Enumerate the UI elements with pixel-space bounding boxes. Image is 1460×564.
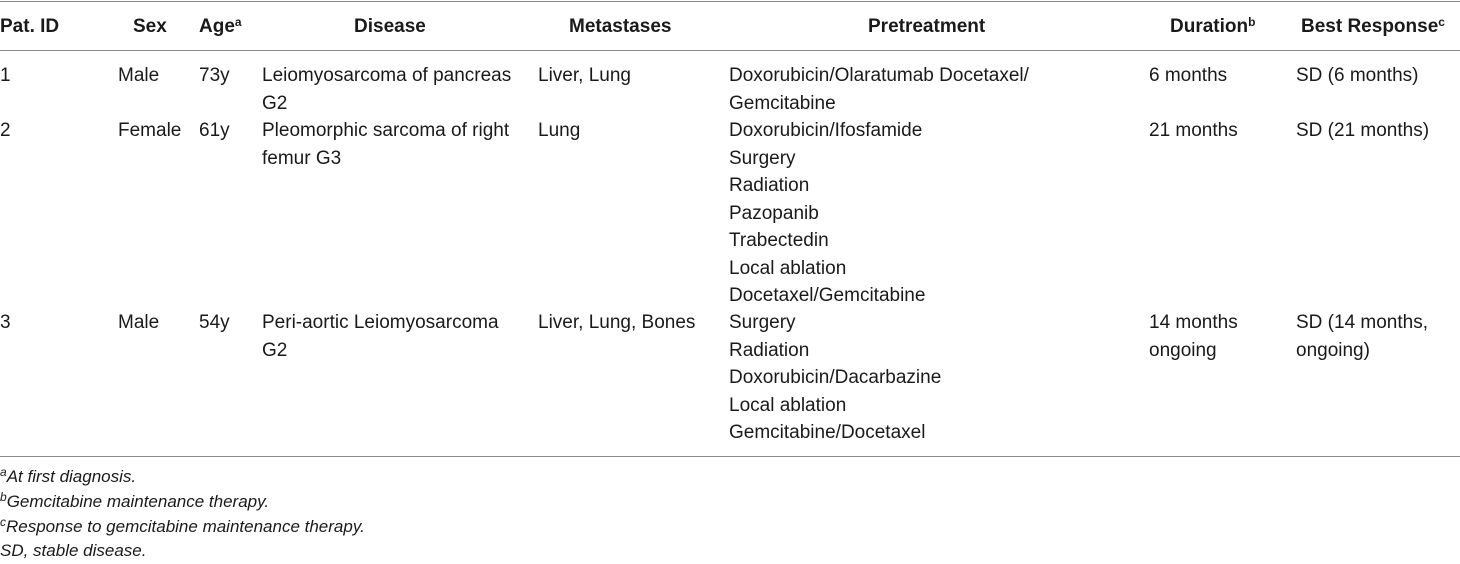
cell-metastases: Liver, Lung [538,65,631,86]
footnote-mark: b [0,490,7,504]
cell-pat-id: 1 [0,65,11,86]
cell-line: Local ablation [729,394,847,416]
cell-line: 21 months [1149,120,1238,141]
cell-line: Local ablation [729,257,847,279]
footnote [0,490,269,514]
cell-duration [1149,62,1227,90]
footnote-mark: c [0,515,6,529]
cell-line: Pazopanib [729,202,819,224]
cell-line: Doxorubicin/Ifosfamide [729,120,923,141]
footnote-text: At first diagnosis. [6,467,137,486]
cell-best-response [1296,117,1429,145]
header-metastases: Metastases [569,16,672,37]
header-pretreatment: Pretreatment [868,16,986,37]
cell-line: 6 months [1149,65,1228,86]
cell-line: Doxorubicin/Olaratumab Docetaxel/ [729,65,1029,86]
cell-sex: Male [118,65,160,86]
cell-metastases: Lung [538,120,581,141]
cell-age: 61y [199,120,230,141]
cell-pretreatment [729,62,1029,117]
header-age-footnote-mark: a [234,15,242,29]
header-pat-id: Pat. ID [0,16,60,37]
header-duration-footnote-mark: b [1248,15,1256,29]
cell-line: G2 [262,339,288,361]
cell-line: SD (21 months) [1296,120,1430,141]
cell-line: ongoing) [1296,339,1370,361]
cell-line: SD (14 months, [1296,312,1428,333]
footnote [0,539,146,563]
footnote [0,465,136,489]
cell-line: ongoing [1149,339,1217,361]
header-sex: Sex [133,16,167,37]
cell-line: Pleomorphic sarcoma of right [262,120,510,141]
cell-pretreatment [729,117,925,310]
cell-pat-id: 3 [0,312,11,333]
cell-disease [262,309,499,364]
cell-duration [1149,117,1238,145]
footnote-text: SD, stable disease. [0,541,147,560]
table-bottom-rule [0,456,1460,457]
cell-pat-id: 2 [0,120,11,141]
footnote-text: Response to gemcitabine maintenance therapy. [6,517,365,536]
cell-disease [262,117,509,172]
cell-metastases: Liver, Lung, Bones [538,312,696,333]
header-best-response [1301,15,1445,39]
cell-line: Gemcitabine [729,92,836,114]
table-header-rule [0,50,1460,51]
cell-sex: Male [118,312,160,333]
cell-age: 54y [199,312,230,333]
cell-line: Radiation [729,339,810,361]
cell-age: 73y [199,65,230,86]
header-disease: Disease [354,16,426,37]
footnote-text: Gemcitabine maintenance therapy. [6,492,270,511]
header-duration [1170,15,1255,39]
cell-best-response [1296,309,1428,364]
header-best-response-label: Best Response [1301,16,1439,37]
header-age [199,15,242,39]
cell-line: femur G3 [262,147,342,169]
cell-pretreatment [729,309,941,447]
cell-line: SD (6 months) [1296,65,1419,86]
cell-line: G2 [262,92,288,114]
cell-line: Surgery [729,312,796,333]
cell-line: 14 months [1149,312,1238,333]
footnote [0,515,365,539]
cell-duration [1149,309,1238,364]
cell-best-response [1296,62,1418,90]
header-duration-label: Duration [1170,16,1249,37]
header-age-label: Age [199,16,235,37]
cell-disease [262,62,511,117]
table-top-rule [0,1,1460,2]
cell-sex: Female [118,120,182,141]
cell-line: Doxorubicin/Dacarbazine [729,367,942,388]
cell-line: Docetaxel/Gemcitabine [729,285,926,306]
footnote-mark: a [0,465,7,479]
cell-line: Trabectedin [729,230,829,251]
cell-line: Surgery [729,147,796,169]
cell-line: Radiation [729,175,810,196]
header-best-response-footnote-mark: c [1438,15,1445,29]
cell-line: Peri-aortic Leiomyosarcoma [262,312,499,333]
cell-line: Leiomyosarcoma of pancreas [262,65,512,86]
cell-line: Gemcitabine/Docetaxel [729,422,926,443]
